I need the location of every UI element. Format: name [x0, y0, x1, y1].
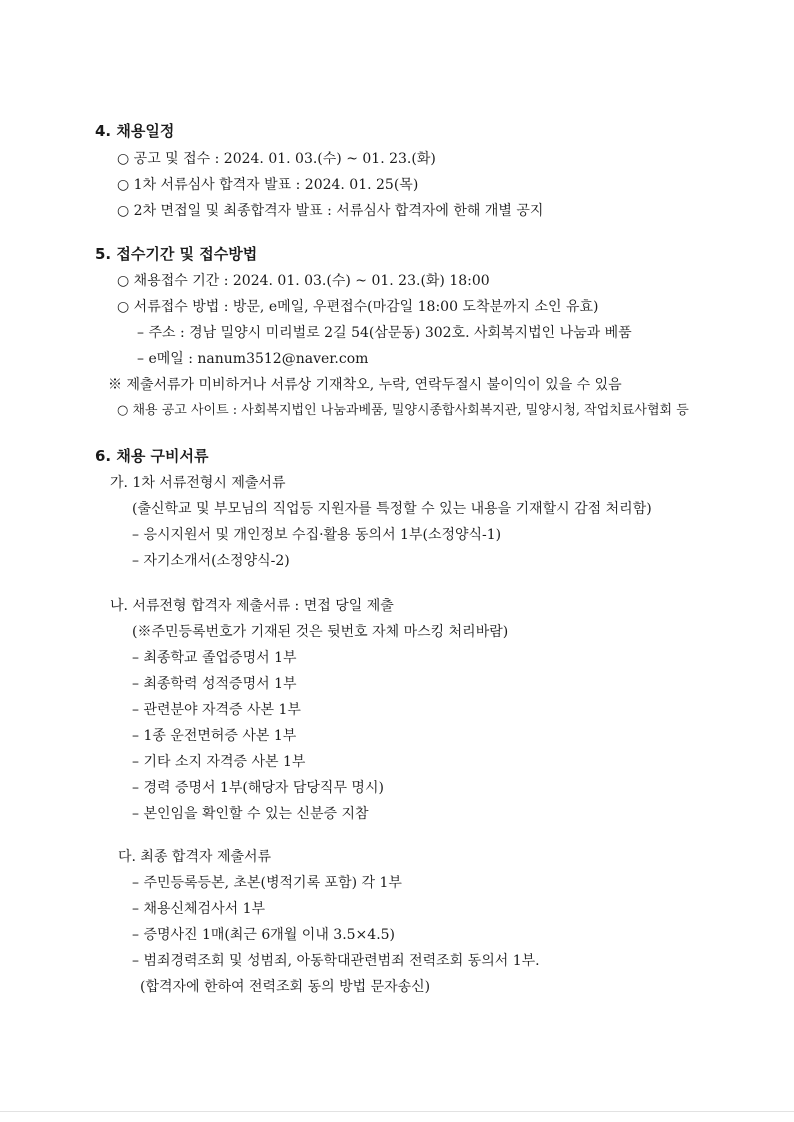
- document-item: – 자기소개서(소정양식-2): [132, 553, 290, 569]
- schedule-item: ○ 2차 면접일 및 최종합격자 발표 : 서류심사 합격자에 한해 개별 공지: [117, 203, 544, 219]
- application-item: ○ 서류접수 방법 : 방문, e메일, 우편접수(마감일 18:00 도착분까지 소인 유효): [117, 299, 599, 315]
- document-item: – 최종학교 졸업증명서 1부: [132, 650, 297, 666]
- document-item: – 증명사진 1매(최근 6개월 이내 3.5×4.5): [132, 927, 396, 943]
- document-item: – 기타 소지 자격증 사본 1부: [132, 754, 306, 770]
- document-item: – 관련분야 자격증 사본 1부: [132, 702, 301, 718]
- document-item: – 응시지원서 및 개인정보 수집·활용 동의서 1부(소정양식-1): [132, 527, 502, 543]
- subsection-da-title: 다. 최종 합격자 제출서류: [118, 849, 272, 865]
- document-item: – 본인임을 확인할 수 있는 신분증 지참: [132, 806, 369, 822]
- document-item: – 1종 운전면허증 사본 1부: [132, 728, 297, 744]
- document-item: – 채용신체검사서 1부: [132, 901, 265, 917]
- subsection-da-note: (합격자에 한하여 전력조회 동의 방법 문자송신): [140, 979, 431, 995]
- document-item: – 범죄경력조회 및 성범죄, 아동학대관련범죄 전력조회 동의서 1부.: [132, 953, 540, 969]
- page-bottom-divider: [0, 1111, 794, 1112]
- notice-line: ※ 제출서류가 미비하거나 서류상 기재착오, 누락, 연락두절시 불이익이 있을 수 있음: [108, 377, 622, 393]
- subsection-na-note: (※주민등록번호가 기재된 것은 뒷번호 자체 마스킹 처리바람): [132, 624, 509, 640]
- posting-sites-line: ○ 채용 공고 사이트 : 사회복지법인 나눔과베품, 밀양시종합사회복지관, 밀양시청, 작업치료사협회 등: [117, 403, 689, 418]
- document-item: – 주민등록등본, 초본(병적기록 포함) 각 1부: [132, 875, 402, 891]
- section-5-heading: 5. 접수기간 및 접수방법: [95, 245, 258, 263]
- subsection-ga-note: (출신학교 및 부모님의 직업등 지원자를 특정할 수 있는 내용을 기재할시 감점 처리함): [132, 501, 652, 517]
- address-line: – 주소 : 경남 밀양시 미리벌로 2길 54(삼문동) 302호. 사회복지법인 나눔과 베품: [137, 325, 632, 341]
- section-6-heading: 6. 채용 구비서류: [95, 447, 209, 465]
- subsection-na-title: 나. 서류전형 합격자 제출서류 : 면접 당일 제출: [110, 598, 394, 614]
- document-item: – 경력 증명서 1부(해당자 담당직무 명시): [132, 780, 384, 796]
- schedule-item: ○ 공고 및 접수 : 2024. 01. 03.(수) ~ 01. 23.(화): [117, 151, 436, 167]
- section-4-heading: 4. 채용일정: [95, 122, 175, 140]
- application-item: ○ 채용접수 기간 : 2024. 01. 03.(수) ~ 01. 23.(화) 18:00: [117, 273, 490, 289]
- email-line: – e메일 : nanum3512@naver.com: [137, 351, 369, 367]
- subsection-ga-title: 가. 1차 서류전형시 제출서류: [110, 475, 286, 491]
- schedule-item: ○ 1차 서류심사 합격자 발표 : 2024. 01. 25(목): [117, 177, 419, 193]
- document-item: – 최종학력 성적증명서 1부: [132, 676, 297, 692]
